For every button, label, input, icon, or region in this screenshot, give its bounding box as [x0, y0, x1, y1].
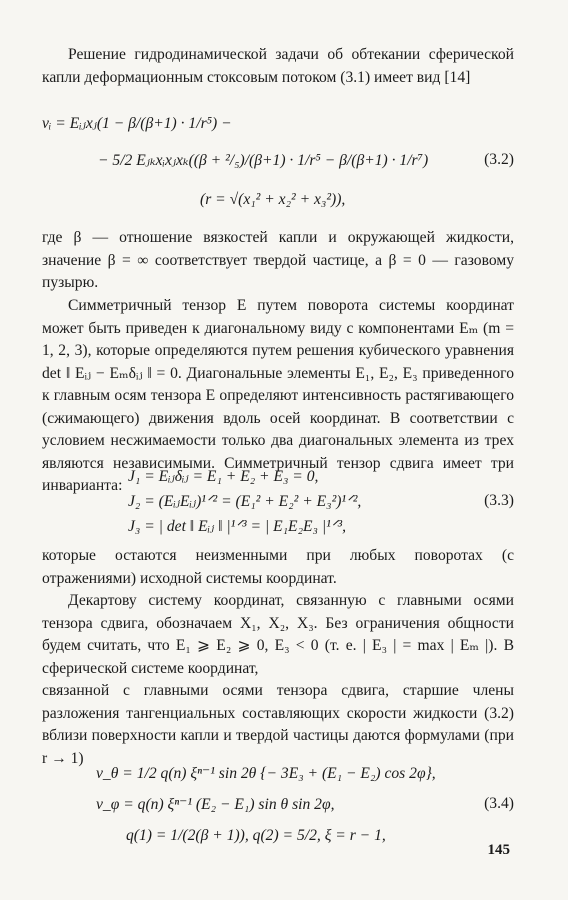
- formula-3-4-line-2: v_φ = q(n) ξⁿ⁻¹ (E₂ − E₁) sin θ sin 2φ,: [96, 796, 335, 813]
- paragraph-spherical: связанной с главными осями тензора сдвига, старшие члены разложения тангенциальных составляющих скорости жидкости (3.2) вблизи поверхности капли и твердой частицы даются формулами (при r → 1): [42, 682, 514, 767]
- equation-number-3-3: (3.3): [484, 492, 514, 509]
- equation-number-3-2: (3.2): [484, 151, 514, 168]
- formula-3-2-line-3: (r = √(x₁² + x₂² + x₃²)),: [200, 191, 346, 208]
- paragraph-cartesian: Декартову систему координат, связанную с главными осями тензора сдвига, обозначаем X₁, X₂, X₃. Без ограничения общности будем считать, что E₁ ⩾ E₂ ⩾ 0, E₃ < 0 (т. е. | E₃ | = max | Eₘ |). В сферической системе координат,: [42, 592, 514, 677]
- paragraph-intro: Решение гидродинамической задачи об обтекании сферической капли деформационным стоксовым потоком (3.1) имеет вид [14]: [42, 46, 514, 86]
- page-number: 145: [487, 842, 510, 858]
- formula-3-3-line-3: J₃ = | det ‖ Eᵢⱼ ‖ |¹ᐟ³ = | E₁E₂E₃ |¹ᐟ³,: [128, 518, 346, 535]
- paragraph-tensor: Симметричный тензор E путем поворота системы координат может быть приведен к диагональному виду с компонентами Eₘ (m = 1, 2, 3), которые определяются путем решения кубического уравнения det ‖ Eᵢⱼ − Eₘδᵢⱼ ‖ = 0. Диагональные элементы E₁, E₂, E₃ приведенного к главным осям тензора E определяют интенсивность растягивающего (сжимающего) движения вдоль осей координат. В соответствии с условием несжимаемости только два диагональных элемента из трех являются независимыми. Симметричный тензор сдвига имеет три инварианта:: [42, 297, 514, 494]
- formula-3-4-line-3: q(1) = 1/(2(β + 1)), q(2) = 5/2, ξ = r − 1,: [126, 827, 386, 844]
- equation-number-3-4: (3.4): [484, 795, 514, 812]
- paragraph-invariants: которые остаются неизменными при любых поворотах (с отражениями) исходной системы координат.: [42, 547, 514, 587]
- paragraph-beta: где β — отношение вязкостей капли и окружающей жидкости, значение β = ∞ соответствует твердой частице, а β = 0 — газовому пузырю.: [42, 229, 514, 291]
- formula-3-4-line-1: v_θ = 1/2 q(n) ξⁿ⁻¹ sin 2θ {− 3E₃ + (E₁ − E₂) cos 2φ},: [96, 765, 436, 782]
- formula-3-3-line-2: J₂ = (EᵢⱼEᵢⱼ)¹ᐟ² = (E₁² + E₂² + E₃²)¹ᐟ²,: [128, 493, 362, 510]
- formula-3-2-line-2: − 5/2 Eⱼₖxᵢxⱼxₖ((β + ²/₅)/(β+1) · 1/r⁵ − β/(β+1) · 1/r⁷): [98, 152, 429, 169]
- formula-3-3-line-1: J₁ = Eᵢⱼδᵢⱼ = E₁ + E₂ + E₃ = 0,: [128, 468, 319, 485]
- formula-3-2-line-1: vᵢ = Eᵢⱼxⱼ(1 − β/(β+1) · 1/r⁵) −: [42, 115, 232, 132]
